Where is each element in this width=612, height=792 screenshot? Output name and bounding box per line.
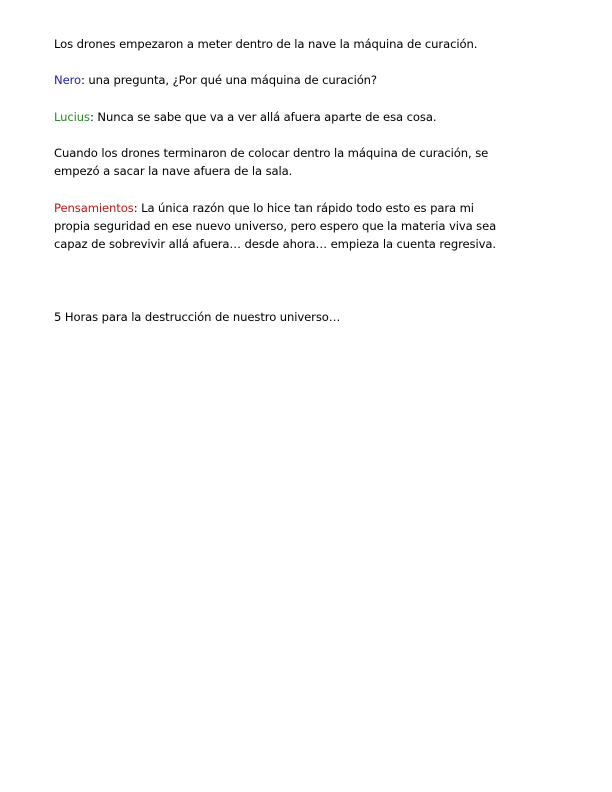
blank-space (54, 272, 564, 308)
narration-paragraph-ship-exit (54, 144, 564, 180)
countdown-paragraph (54, 308, 564, 326)
paragraph-line: propia seguridad en ese nuevo universo, pero espero que la materia viva sea (54, 218, 497, 233)
dialogue-text: : Nunca se sabe que va a ver allá afuera aparte de esa cosa. (90, 109, 437, 124)
speaker-name-nero: Nero (54, 73, 82, 88)
paragraph-line (54, 108, 564, 126)
dialogue-paragraph-lucius (54, 108, 564, 126)
narration-paragraph-drones-loading (54, 35, 564, 53)
dialogue-paragraph-pensamientos (54, 199, 564, 254)
paragraph-line: 5 Horas para la destrucción de nuestro universo… (54, 309, 341, 324)
speaker-name-lucius: Lucius (54, 109, 90, 124)
dialogue-text: : La única razón que lo hice tan rápido todo esto es para mi (133, 200, 474, 215)
paragraph-line: capaz de sobrevivir allá afuera… desde ahora… empieza la cuenta regresiva. (54, 237, 496, 252)
document-body (54, 35, 564, 344)
paragraph-line: empezó a sacar la nave afuera de la sala. (54, 164, 293, 179)
paragraph-line: Cuando los drones terminaron de colocar dentro la máquina de curación, se (54, 146, 489, 161)
paragraph-line (54, 199, 564, 217)
speaker-name-pensamientos: Pensamientos (54, 200, 134, 215)
dialogue-paragraph-nero (54, 71, 564, 89)
paragraph-line: Los drones empezaron a meter dentro de la nave la máquina de curación. (54, 37, 478, 51)
dialogue-text: : una pregunta, ¿Por qué una máquina de curación? (81, 73, 377, 88)
paragraph-line (54, 71, 564, 89)
